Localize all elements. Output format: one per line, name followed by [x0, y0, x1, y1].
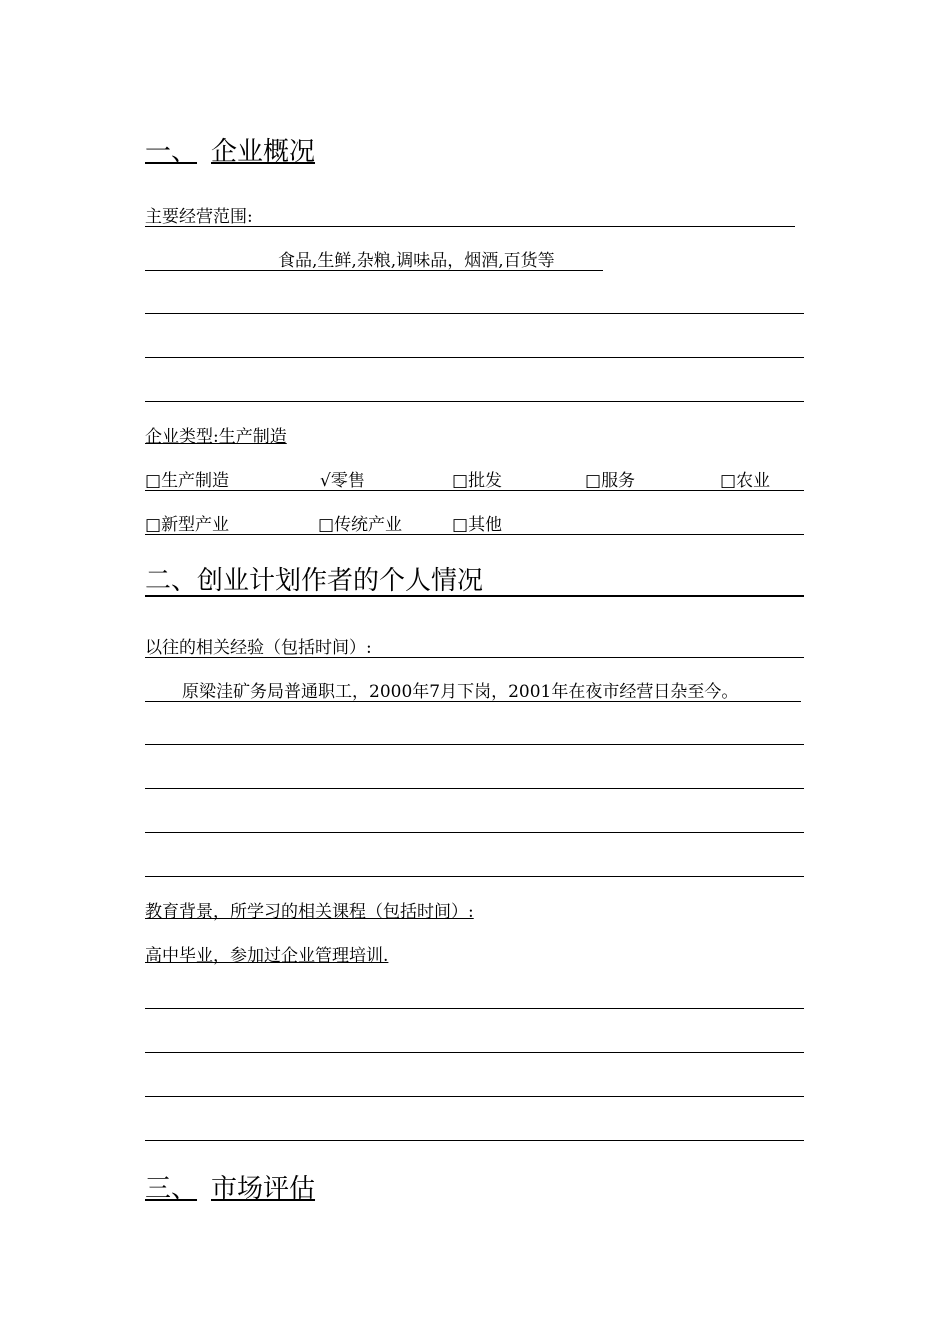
blank-line: [145, 1096, 804, 1097]
blank-line: [145, 401, 804, 402]
business-scope-value-underline: [145, 270, 603, 271]
section1-heading-number: 一、: [145, 137, 198, 167]
section2-heading: 二、创业计划作者的个人情况: [145, 566, 484, 596]
checkbox-option[interactable]: [320, 470, 365, 492]
checkbox-label: 传统产业: [334, 515, 403, 535]
checkbox-option[interactable]: [452, 514, 502, 536]
experience-label: 以往的相关经验（包括时间）:: [145, 638, 372, 658]
experience-value-underline: [145, 701, 801, 702]
blank-line: [145, 357, 804, 358]
checkbox-mark: □: [452, 515, 469, 535]
education-label: 教育背景，所学习的相关课程（包括时间）:: [145, 902, 474, 922]
section2-heading-underline: [145, 595, 804, 597]
checkbox-label: 新型产业: [161, 515, 230, 535]
checkbox-label: 农业: [736, 471, 771, 491]
blank-line: [145, 744, 804, 745]
checkbox-mark: □: [585, 471, 602, 491]
business-scope-label: 主要经营范围:: [145, 207, 253, 227]
business-scope-label-underline: [145, 226, 795, 227]
checkbox-option[interactable]: [145, 514, 229, 536]
type-row1-underline: [145, 490, 804, 491]
blank-line: [145, 1052, 804, 1053]
checkbox-option[interactable]: [720, 470, 770, 492]
blank-line: [145, 832, 804, 833]
checkbox-mark: □: [720, 471, 737, 491]
checkbox-option[interactable]: [145, 470, 229, 492]
checkbox-label: 零售: [330, 471, 365, 491]
blank-line: [145, 313, 804, 314]
blank-line: [145, 876, 804, 877]
checkbox-label: 其他: [468, 515, 503, 535]
enterprise-type-label: 企业类型:生产制造: [145, 427, 287, 447]
section3-heading-number: 三、: [145, 1174, 198, 1204]
blank-line: [145, 788, 804, 789]
blank-line: [145, 1140, 804, 1141]
checkbox-mark: □: [145, 515, 162, 535]
checkbox-option[interactable]: [585, 470, 635, 492]
checkbox-label: 生产制造: [161, 471, 230, 491]
business-scope-value: 食品,生鲜,杂粮,调味品，烟酒,百货等: [278, 251, 555, 271]
education-value: 高中毕业，参加过企业管理培训.: [145, 946, 389, 966]
checkbox-mark: □: [145, 471, 162, 491]
experience-label-underline: [145, 657, 804, 658]
checkbox-label: 批发: [468, 471, 503, 491]
checkbox-option[interactable]: [452, 470, 502, 492]
blank-line: [145, 1008, 804, 1009]
experience-value: 原梁洼矿务局普通职工，2000年7月下岗，2001年在夜市经营日杂至今。: [182, 682, 739, 702]
checkbox-option[interactable]: [318, 514, 402, 536]
section1-heading-title: 企业概况: [211, 137, 316, 167]
check-mark: √: [320, 471, 331, 491]
type-row2-underline: [145, 534, 804, 535]
checkbox-label: 服务: [601, 471, 636, 491]
section3-heading-title: 市场评估: [211, 1174, 316, 1204]
checkbox-mark: □: [452, 471, 469, 491]
checkbox-mark: □: [318, 515, 335, 535]
